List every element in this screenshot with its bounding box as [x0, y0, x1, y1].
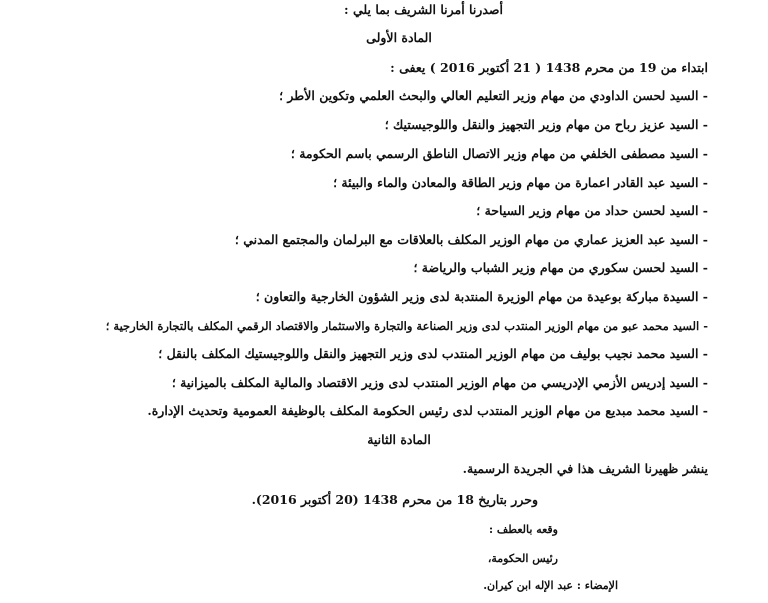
list-item: - السيد عبد القادر اعمارة من مهام وزير الطاقة والمعادن والماء والبيئة ؛ — [333, 175, 708, 190]
list-item: - السيدة مباركة بوعيدة من مهام الوزيرة المنتدبة لدى وزير الشؤون الخارجية والتعاون ؛ — [255, 289, 708, 304]
signature-line: الإمضاء : عبد الإله ابن كيران. — [483, 579, 618, 592]
list-item: - السيد محمد مبديع من مهام الوزير المنتدب لدى رئيس الحكومة المكلف بالوظيفة العمومية وتحديث الإدارة. — [147, 403, 708, 418]
list-item: - السيد محمد عبو من مهام الوزير المنتدب لدى وزير الصناعة والتجارة والاستثمار والاقتصاد الرقمي المكلف بالتجارة الخارجية ؛ — [105, 319, 708, 333]
publication-line: ينشر ظهيرنا الشريف هذا في الجريدة الرسمية. — [462, 461, 708, 476]
list-item: - السيد لحسن سكوري من مهام وزير الشباب والرياضة ؛ — [413, 260, 708, 275]
list-item: - السيد محمد نجيب بوليف من مهام الوزير المنتدب لدى وزير التجهيز والنقل واللوجيستيك المكلف بالنقل ؛ — [158, 346, 708, 361]
pm-title: رئيس الحكومة، — [487, 552, 558, 565]
article-2-heading: المادة الثانية — [367, 432, 431, 447]
issued-line: وحرر بتاريخ 18 من محرم 1438 (20 أكتوبر 2016). — [251, 492, 538, 507]
list-item: - السيد عزيز رباح من مهام وزير التجهيز والنقل واللوجيستيك ؛ — [384, 117, 708, 132]
countersign-label: وقعه بالعطف : — [489, 523, 558, 536]
article-1-heading: المادة الأولى — [366, 30, 432, 45]
list-item: - السيد عبد العزيز عماري من مهام الوزير المكلف بالعلاقات مع البرلمان والمجتمع المدني ؛ — [234, 232, 708, 247]
date-clause: ابتداء من 19 من محرم 1438 ( 21 أكتوبر 2016 ) يعفى : — [390, 60, 708, 75]
list-item: - السيد لحسن حداد من مهام وزير السياحة ؛ — [476, 203, 708, 218]
list-item: - السيد إدريس الأزمي الإدريسي من مهام الوزير المنتدب لدى وزير الاقتصاد والمالية المكلف بالميزانية ؛ — [171, 375, 708, 390]
list-item: - السيد لحسن الداودي من مهام وزير التعليم العالي والبحث العلمي وتكوين الأطر ؛ — [279, 88, 708, 103]
list-item: - السيد مصطفى الخلفي من مهام وزير الاتصال الناطق الرسمي باسم الحكومة ؛ — [290, 146, 708, 161]
intro-line: أصدرنا أمرنا الشريف بما يلي : — [344, 2, 503, 17]
